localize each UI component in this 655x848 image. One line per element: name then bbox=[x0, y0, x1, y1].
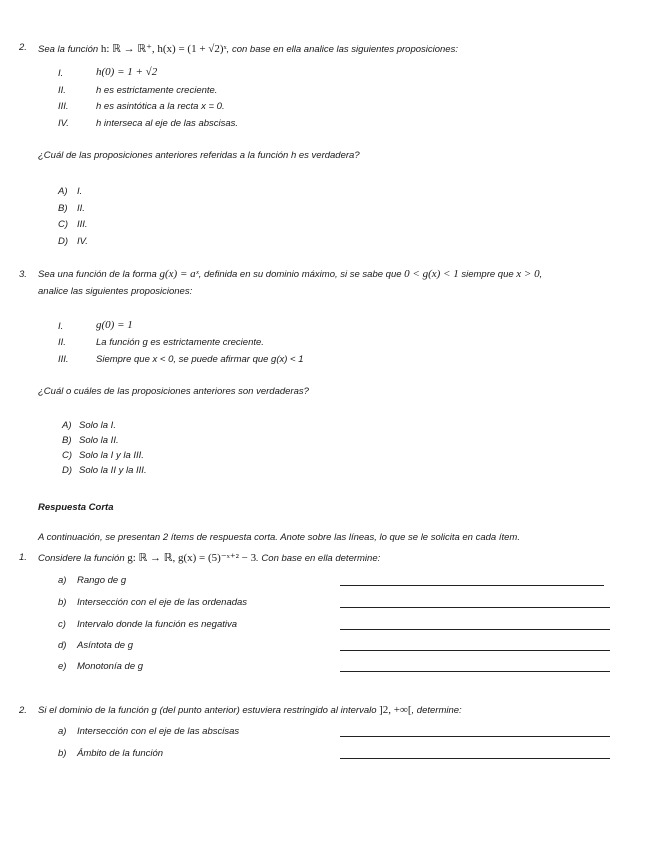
short-item1-stem-math: g: ℝ → ℝ, g(x) = (5)⁻ˣ⁺² − 3 bbox=[127, 552, 257, 564]
q2-option-text: III. bbox=[77, 219, 88, 230]
item2-part-text: Ámbito de la función bbox=[77, 748, 164, 759]
q2-prop-numeral: III. bbox=[58, 101, 69, 112]
short-item2-number: 2. bbox=[19, 705, 27, 716]
q2-stem-math: h: ℝ → ℝ⁺, h(x) = (1 + √2)ˣ bbox=[100, 43, 227, 55]
q2-option-letter: B) bbox=[58, 203, 68, 214]
q2-prop-numeral: I. bbox=[58, 68, 64, 79]
q3-option-text: Solo la I y la III. bbox=[79, 450, 144, 461]
q3-number: 3. bbox=[19, 269, 27, 280]
short-item1-number: 1. bbox=[19, 552, 27, 563]
q2-question: ¿Cuál de las proposiciones anteriores referidas a la función h es verdadera? bbox=[38, 150, 360, 161]
item1-part-letter: d) bbox=[58, 640, 67, 651]
q3-prop-text: Siempre que x < 0, se puede afirmar que g(x) < 1 bbox=[96, 354, 304, 365]
item1-part-letter: e) bbox=[58, 661, 67, 672]
item1-part-letter: b) bbox=[58, 597, 67, 608]
item1-part-text: Intervalo donde la función es negativa bbox=[77, 619, 238, 630]
q2-prop-text: h es estrictamente creciente. bbox=[96, 85, 218, 96]
answer-line[interactable] bbox=[340, 736, 610, 737]
q2-option-letter: D) bbox=[58, 236, 69, 247]
q3-option-text: Solo la II. bbox=[79, 435, 119, 446]
q3-stem-math1: g(x) = aˣ bbox=[159, 268, 199, 280]
item1-part-text: Asíntota de g bbox=[77, 640, 133, 651]
q2-option-text: IV. bbox=[77, 236, 88, 247]
q3-stem-b: , definida en su dominio máximo, si se sabe que bbox=[198, 269, 402, 280]
q2-prop-text: h interseca al eje de las abscisas. bbox=[96, 118, 239, 129]
q3-prop-numeral: III. bbox=[58, 354, 69, 365]
q3-prop-numeral: II. bbox=[58, 337, 66, 348]
answer-line[interactable] bbox=[340, 629, 610, 630]
short-item2-stem-a: Si el dominio de la función g (del punto anterior) estuviera restringido al intervalo bbox=[38, 705, 377, 716]
q3-prop-text: g(0) = 1 bbox=[96, 319, 133, 331]
q3-stem-math3: x > 0 bbox=[516, 268, 540, 280]
q3-option-text: Solo la II y la III. bbox=[79, 465, 147, 476]
q3-prop-text: La función g es estrictamente creciente. bbox=[96, 337, 264, 348]
q3-option-letter: C) bbox=[62, 450, 73, 461]
q2-prop-text: h es asintótica a la recta x = 0. bbox=[96, 101, 225, 112]
answer-line[interactable] bbox=[340, 671, 610, 672]
q2-stem-a: Sea la función bbox=[38, 44, 99, 55]
q3-option-text: Solo la I. bbox=[79, 420, 116, 431]
q3-stem-d: , bbox=[539, 269, 543, 280]
answer-line[interactable] bbox=[340, 607, 610, 608]
item2-part-text: Intersección con el eje de las abscisas bbox=[77, 726, 240, 737]
q3-stem-c: siempre que bbox=[461, 269, 514, 280]
q3-option-letter: B) bbox=[62, 435, 72, 446]
q2-option-text: II. bbox=[77, 203, 85, 214]
item2-part-letter: a) bbox=[58, 726, 67, 737]
short-item1-stem-b: . Con base en ella determine: bbox=[256, 553, 381, 564]
q2-option-letter: C) bbox=[58, 219, 69, 230]
answer-line[interactable] bbox=[340, 585, 604, 586]
item2-part-letter: b) bbox=[58, 748, 67, 759]
short-item1-stem bbox=[38, 551, 380, 564]
q2-prop-numeral: IV. bbox=[58, 118, 69, 129]
q3-stem-line2: analice las siguientes proposiciones: bbox=[38, 286, 193, 297]
q3-stem-math2: 0 < g(x) < 1 bbox=[404, 268, 459, 280]
short-item2-stem bbox=[38, 704, 462, 716]
q3-option-letter: D) bbox=[62, 465, 73, 476]
short-item2-stem-math: ]2, +∞[ bbox=[379, 704, 412, 716]
q2-prop-text: h(0) = 1 + √2 bbox=[96, 66, 158, 78]
q3-prop-numeral: I. bbox=[58, 321, 64, 332]
short-intro: A continuación, se presentan 2 ítems de respuesta corta. Anote sobre las líneas, lo que se le solicita en cada ítem. bbox=[38, 532, 520, 543]
short-item2-stem-b: , determine: bbox=[411, 705, 462, 716]
q3-stem-a: Sea una función de la forma bbox=[38, 269, 157, 280]
item1-part-text: Intersección con el eje de las ordenadas bbox=[77, 597, 248, 608]
short-heading: Respuesta Corta bbox=[38, 502, 114, 513]
q2-option-letter: A) bbox=[58, 186, 68, 197]
q2-number: 2. bbox=[19, 42, 27, 53]
q2-stem-b: , con base en ella analice las siguientes proposiciones: bbox=[226, 44, 458, 55]
q2-option-text: I. bbox=[77, 186, 83, 197]
answer-line[interactable] bbox=[340, 650, 610, 651]
short-item1-stem-a: Considere la función bbox=[38, 553, 125, 564]
answer-line[interactable] bbox=[340, 758, 610, 759]
item1-part-letter: a) bbox=[58, 575, 67, 586]
item1-part-text: Rango de g bbox=[77, 575, 127, 586]
q2-prop-numeral: II. bbox=[58, 85, 66, 96]
item1-part-text: Monotonía de g bbox=[77, 661, 144, 672]
q3-stem bbox=[38, 268, 542, 280]
q3-question: ¿Cuál o cuáles de las proposiciones anteriores son verdaderas? bbox=[38, 386, 309, 397]
q3-option-letter: A) bbox=[62, 420, 72, 431]
item1-part-letter: c) bbox=[58, 619, 66, 630]
q2-stem bbox=[38, 42, 458, 55]
